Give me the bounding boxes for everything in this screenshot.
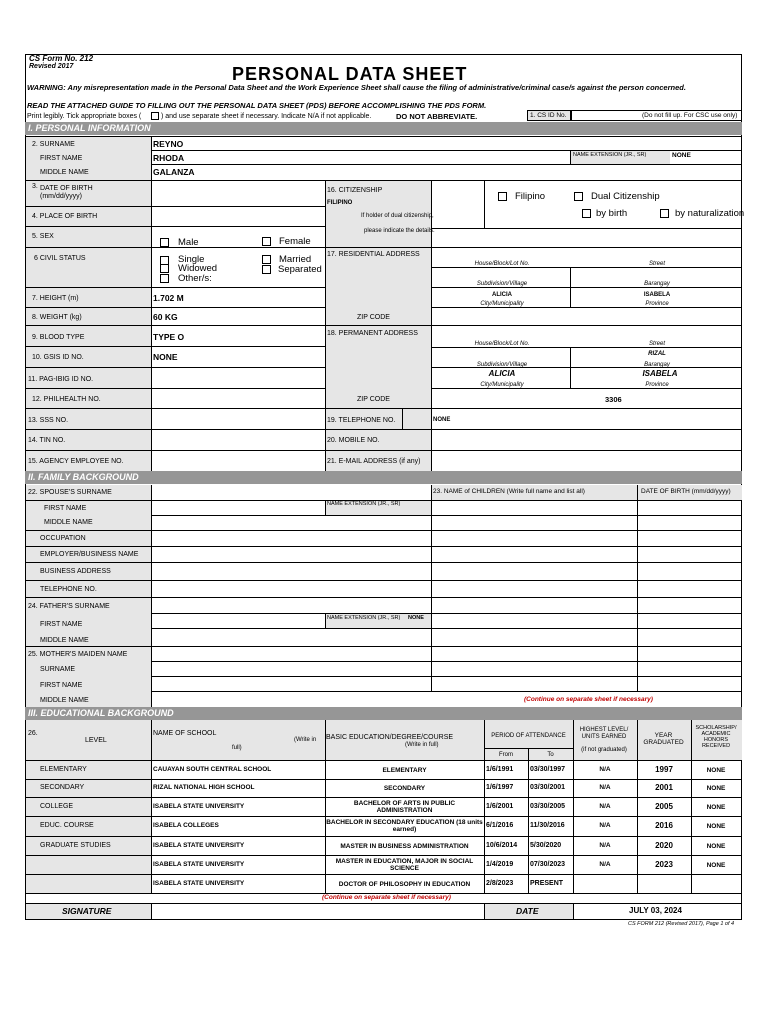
period-header: PERIOD OF ATTENDANCE — [491, 733, 566, 739]
course-header: BASIC EDUCATION/DEGREE/COURSE — [326, 734, 454, 741]
edu-from[interactable]: 1/6/2001 — [486, 802, 514, 810]
citizenship-value[interactable]: FILIPINO — [327, 200, 353, 206]
course-header-2: (Write in full) — [405, 742, 439, 748]
business-address-label: BUSINESS ADDRESS — [40, 568, 111, 575]
surname-value[interactable]: REYNO — [153, 139, 184, 149]
signature-field[interactable] — [152, 904, 483, 918]
edu-course[interactable]: BACHELOR OF ARTS IN PUBLIC ADMINISTRATION — [353, 799, 456, 814]
dob-number: 3. — [32, 183, 38, 190]
edu-from[interactable]: 6/1/2016 — [486, 822, 514, 829]
dual-note-1: If holder of dual citizenship, — [361, 213, 434, 219]
weight-value[interactable]: 60 KG — [153, 312, 178, 322]
cs-id-note: (Do not fill up. For CSC use only) — [642, 112, 738, 119]
edu-course[interactable]: BACHELOR IN SECONDARY EDUCATION (18 units earned) — [326, 819, 483, 834]
by-birth-checkbox[interactable] — [582, 209, 591, 218]
dob-label: DATE OF BIRTH — [40, 185, 93, 192]
spouse-middle-name-label: MIDDLE NAME — [44, 519, 93, 526]
units-header-2: (if not graduated) — [581, 747, 627, 753]
section-personal-information: I. PERSONAL INFORMATION — [25, 122, 742, 135]
edu-number: 26. — [28, 730, 38, 737]
by-naturalization-checkbox[interactable] — [660, 209, 669, 218]
middle-name-value[interactable]: GALANZA — [153, 167, 195, 177]
pagibig-label: 11. PAG-IBIG ID NO. — [28, 376, 94, 383]
occupation-label: OCCUPATION — [40, 535, 86, 542]
spouse-name-ext-label: NAME EXTENSION (JR., SR) — [327, 501, 401, 507]
edu-honors[interactable]: NONE — [706, 861, 726, 869]
female-checkbox[interactable] — [262, 237, 271, 246]
edu-course[interactable]: ELEMENTARY — [382, 766, 427, 774]
from-header: From — [499, 752, 513, 758]
dual-note-2: please indicate the details. — [364, 228, 435, 234]
edu-units[interactable]: N/A — [599, 784, 611, 791]
edu-row-divider — [26, 874, 742, 875]
email-label: 21. E-MAIL ADDRESS (if any) — [327, 458, 421, 465]
res-zip-label: ZIP CODE — [357, 314, 390, 321]
school-header: NAME OF SCHOOL — [153, 730, 217, 737]
father-middle-name-label: MIDDLE NAME — [40, 637, 89, 644]
spouse-surname-label: 22. SPOUSE'S SURNAME — [28, 489, 112, 496]
edu-year[interactable]: 2001 — [655, 783, 673, 792]
edu-from[interactable]: 1/4/2019 — [486, 860, 514, 868]
edu-units[interactable]: N/A — [599, 860, 611, 868]
school-header-3: full) — [232, 745, 242, 751]
do-not-abbreviate: DO NOT ABBREVIATE. — [396, 112, 478, 121]
by-birth-option: by birth — [596, 208, 628, 219]
res-house-label: House/Block/Lot No. — [474, 261, 530, 267]
edu-year[interactable]: 2016 — [655, 821, 673, 830]
male-option: Male — [178, 237, 199, 248]
agency-employee-label: 15. AGENCY EMPLOYEE NO. — [28, 458, 124, 465]
cs-id-label: 1. CS ID No. — [530, 112, 567, 119]
name-ext-value[interactable]: NONE — [672, 152, 691, 159]
signature-label: SIGNATURE — [62, 906, 112, 916]
married-option: Married — [279, 254, 312, 265]
units-header: HIGHEST LEVEL/ UNITS EARNED — [579, 727, 629, 740]
father-surname-label: 24. FATHER'S SURNAME — [28, 603, 110, 610]
res-province-value[interactable]: ISABELA — [643, 292, 671, 298]
height-label: 7. HEIGHT (m) — [32, 295, 79, 302]
sample-checkbox — [151, 112, 159, 120]
tin-label: 14. TIN NO. — [28, 437, 66, 444]
middle-name-label: MIDDLE NAME — [40, 169, 89, 176]
employer-label: EMPLOYER/BUSINESS NAME — [40, 551, 139, 558]
first-name-label: FIRST NAME — [40, 155, 83, 162]
perm-street-label: Street — [648, 341, 666, 347]
female-option: Female — [279, 236, 311, 247]
edu-to[interactable]: PRESENT — [530, 879, 564, 887]
edu-level: COLLEGE — [40, 802, 74, 810]
edu-from[interactable]: 1/6/1991 — [486, 765, 514, 773]
page-title: PERSONAL DATA SHEET — [232, 64, 468, 84]
edu-row-divider — [26, 816, 742, 817]
edu-school[interactable]: CAUAYAN SOUTH CENTRAL SCHOOL — [153, 765, 272, 773]
edu-from[interactable]: 10/6/2014 — [486, 841, 518, 849]
edu-to[interactable]: 5/30/2020 — [530, 841, 562, 849]
mother-surname-label: SURNAME — [40, 666, 76, 673]
sss-label: 13. SSS NO. — [28, 417, 69, 424]
edu-course[interactable]: MASTER IN EDUCATION, MAJOR IN SOCIAL SCIENCE — [335, 857, 474, 872]
mobile-label: 20. MOBILE NO. — [327, 437, 380, 444]
others-checkbox[interactable] — [160, 274, 169, 283]
edu-school[interactable]: RIZAL NATIONAL HIGH SCHOOL — [153, 784, 255, 791]
edu-to[interactable]: 11/30/2016 — [530, 822, 565, 829]
perm-city-value[interactable]: ALICIA — [488, 369, 516, 378]
permanent-address-label: 18. PERMANENT ADDRESS — [327, 330, 418, 337]
edu-course[interactable]: DOCTOR OF PHILOSOPHY IN EDUCATION — [338, 880, 471, 888]
children-label: 23. NAME of CHILDREN (Write full name and list all) — [433, 488, 585, 495]
pob-label: 4. PLACE OF BIRTH — [32, 213, 98, 220]
edu-honors[interactable]: NONE — [706, 823, 726, 830]
edu-school[interactable]: ISABELA STATE UNIVERSITY — [153, 841, 245, 849]
married-checkbox[interactable] — [262, 255, 271, 264]
edu-to[interactable]: 03/30/2005 — [530, 802, 566, 810]
edu-school[interactable]: ISABELA STATE UNIVERSITY — [153, 860, 245, 868]
perm-province-label: Province — [645, 382, 669, 388]
telephone-no-label: TELEPHONE NO. — [40, 586, 97, 593]
edu-school[interactable]: ISABELA STATE UNIVERSITY — [153, 802, 245, 810]
edu-units[interactable]: N/A — [599, 765, 611, 773]
edu-year[interactable]: 1997 — [655, 764, 673, 774]
to-header: To — [547, 752, 554, 758]
edu-school[interactable]: ISABELA STATE UNIVERSITY — [153, 879, 245, 887]
family-continue-note: (Continue on separate sheet if necessary) — [524, 696, 653, 703]
mother-maiden-label: 25. MOTHER'S MAIDEN NAME — [28, 651, 128, 658]
perm-barangay-label: Barangay — [644, 362, 670, 368]
children-dob-label: DATE OF BIRTH (mm/dd/yyyy) — [641, 488, 731, 495]
edu-to[interactable]: 03/30/2001 — [530, 784, 566, 791]
mother-middle-name-label: MIDDLE NAME — [40, 697, 89, 704]
warning-text: WARNING: Any misrepresentation made in the Personal Data Sheet and the Work Experience Sheet shall cause the filing of administrative/criminal case/s against the person concerned. — [27, 83, 686, 92]
father-name-ext-value[interactable]: NONE — [408, 615, 424, 621]
perm-house-label: House/Block/Lot No. — [474, 341, 530, 347]
perm-zip-label: ZIP CODE — [357, 396, 390, 403]
mother-first-name-label: FIRST NAME — [40, 682, 83, 689]
school-header-2: (Write in — [294, 737, 317, 743]
filipino-checkbox[interactable] — [498, 192, 507, 201]
edu-row-divider — [26, 797, 742, 798]
dual-citizenship-option: Dual Citizenship — [591, 191, 660, 202]
spouse-first-name-label: FIRST NAME — [44, 505, 87, 512]
edu-row-divider — [26, 779, 742, 780]
philhealth-label: 12. PHILHEALTH NO. — [32, 396, 101, 403]
widowed-option: Widowed — [178, 263, 218, 274]
date-value[interactable]: JULY 03, 2024 — [629, 906, 682, 915]
edu-year[interactable]: 2005 — [655, 801, 673, 811]
edu-honors[interactable]: NONE — [706, 803, 726, 811]
edu-level: SECONDARY — [40, 784, 85, 791]
edu-row-divider — [26, 855, 742, 856]
res-street-label: Street — [648, 261, 666, 267]
edu-from[interactable]: 2/8/2023 — [486, 879, 514, 887]
edu-level: EDUC. COURSE — [40, 822, 94, 829]
residential-address-label: 17. RESIDENTIAL ADDRESS — [327, 251, 420, 258]
edu-to[interactable]: 07/30/2023 — [530, 860, 566, 868]
res-city-value[interactable]: ALICIA — [492, 292, 512, 298]
father-name-ext-label: NAME EXTENSION (JR., SR) — [327, 615, 401, 621]
widowed-checkbox[interactable] — [160, 264, 169, 273]
gsis-label: 10. GSIS ID NO. — [32, 354, 84, 361]
section-family-background: II. FAMILY BACKGROUND — [25, 471, 742, 484]
print-legibly-text: Print legibly. Tick appropriate boxes ( — [27, 113, 142, 120]
edu-to[interactable]: 03/30/1997 — [530, 765, 566, 773]
res-barangay-label: Barangay — [644, 281, 670, 287]
date-label: DATE — [516, 906, 539, 916]
edu-row-divider — [26, 836, 742, 837]
edu-course[interactable]: SECONDARY — [383, 785, 426, 792]
dob-format: (mm/dd/yyyy) — [40, 193, 82, 200]
res-province-label: Province — [645, 301, 669, 307]
honors-header: SCHOLARSHIP/ ACADEMIC HONORS RECEIVED — [695, 725, 737, 750]
edu-continue-note: (Continue on separate sheet if necessary) — [322, 894, 451, 901]
year-header: YEAR GRADUATED — [643, 732, 684, 747]
res-subdivision-label: Subdivision/Village — [476, 281, 528, 287]
name-ext-label: NAME EXTENSION (JR., SR) — [573, 152, 647, 158]
gsis-value[interactable]: NONE — [153, 352, 178, 362]
first-name-value[interactable]: RHODA — [153, 153, 185, 163]
surname-label: 2. SURNAME — [32, 141, 75, 148]
blood-type-label: 9. BLOOD TYPE — [32, 334, 85, 341]
edu-units[interactable]: N/A — [599, 802, 611, 810]
res-city-label: City/Municipality — [480, 301, 524, 307]
print-legibly-text-2: ) and use separate sheet if necessary. Indicate N/A if not applicable. — [161, 113, 372, 120]
perm-city-label: City/Municipality — [480, 382, 524, 388]
perm-barangay-value[interactable]: RIZAL — [648, 351, 666, 357]
separated-option: Separated — [278, 264, 322, 275]
edu-honors[interactable]: NONE — [706, 842, 726, 850]
by-naturalization-option: by naturalization — [675, 208, 745, 219]
edu-school[interactable]: ISABELA COLLEGES — [153, 822, 219, 829]
father-first-name-label: FIRST NAME — [40, 621, 83, 628]
edu-level: ELEMENTARY — [40, 765, 87, 773]
edu-honors[interactable]: NONE — [706, 766, 726, 774]
section-educational-background: III. EDUCATIONAL BACKGROUND — [25, 707, 742, 720]
edu-year[interactable]: 2023 — [655, 859, 673, 869]
civil-status-options — [152, 248, 324, 287]
form-number: CS Form No. 212 — [29, 54, 94, 63]
edu-units[interactable]: N/A — [599, 822, 611, 829]
others-option: Other/s: — [178, 273, 212, 284]
read-guide-text: READ THE ATTACHED GUIDE TO FILLING OUT THE PERSONAL DATA SHEET (PDS) BEFORE ACCOMPLISHING THE PDS FORM. — [27, 101, 487, 110]
personal-right-label-column — [325, 181, 431, 471]
citizenship-label: 16. CITIZENSHIP — [327, 187, 383, 194]
height-value[interactable]: 1.702 M — [153, 293, 184, 303]
edu-units[interactable]: N/A — [599, 841, 611, 849]
single-option: Single — [178, 254, 205, 265]
dual-citizenship-checkbox[interactable] — [574, 192, 583, 201]
edu-honors[interactable]: NONE — [706, 785, 726, 792]
edu-course[interactable]: MASTER IN BUSINESS ADMINISTRATION — [340, 842, 469, 850]
civil-status-label: 6 CIVIL STATUS — [34, 255, 86, 262]
weight-label: 8. WEIGHT (kg) — [32, 314, 82, 321]
male-checkbox[interactable] — [160, 238, 169, 247]
telephone-label: 19. TELEPHONE NO. — [327, 417, 396, 424]
form-revised: Revised 2017 — [29, 63, 74, 70]
filipino-option: Filipino — [515, 191, 546, 202]
edu-level: GRADUATE STUDIES — [40, 841, 111, 849]
level-header: LEVEL — [85, 737, 107, 744]
perm-subdivision-label: Subdivision/Village — [476, 362, 528, 368]
perm-zip-value[interactable]: 3306 — [605, 395, 622, 404]
edu-year[interactable]: 2020 — [655, 840, 673, 850]
separated-checkbox[interactable] — [262, 265, 271, 274]
perm-province-value[interactable]: ISABELA — [642, 369, 678, 378]
form-reference: CS FORM 212 (Revised 2017), Page 1 of 4 — [628, 921, 735, 927]
telephone-value[interactable]: NONE — [433, 417, 451, 423]
sex-label: 5. SEX — [32, 233, 54, 240]
edu-from[interactable]: 1/6/1997 — [486, 784, 514, 791]
blood-type-value[interactable]: TYPE O — [153, 332, 185, 342]
